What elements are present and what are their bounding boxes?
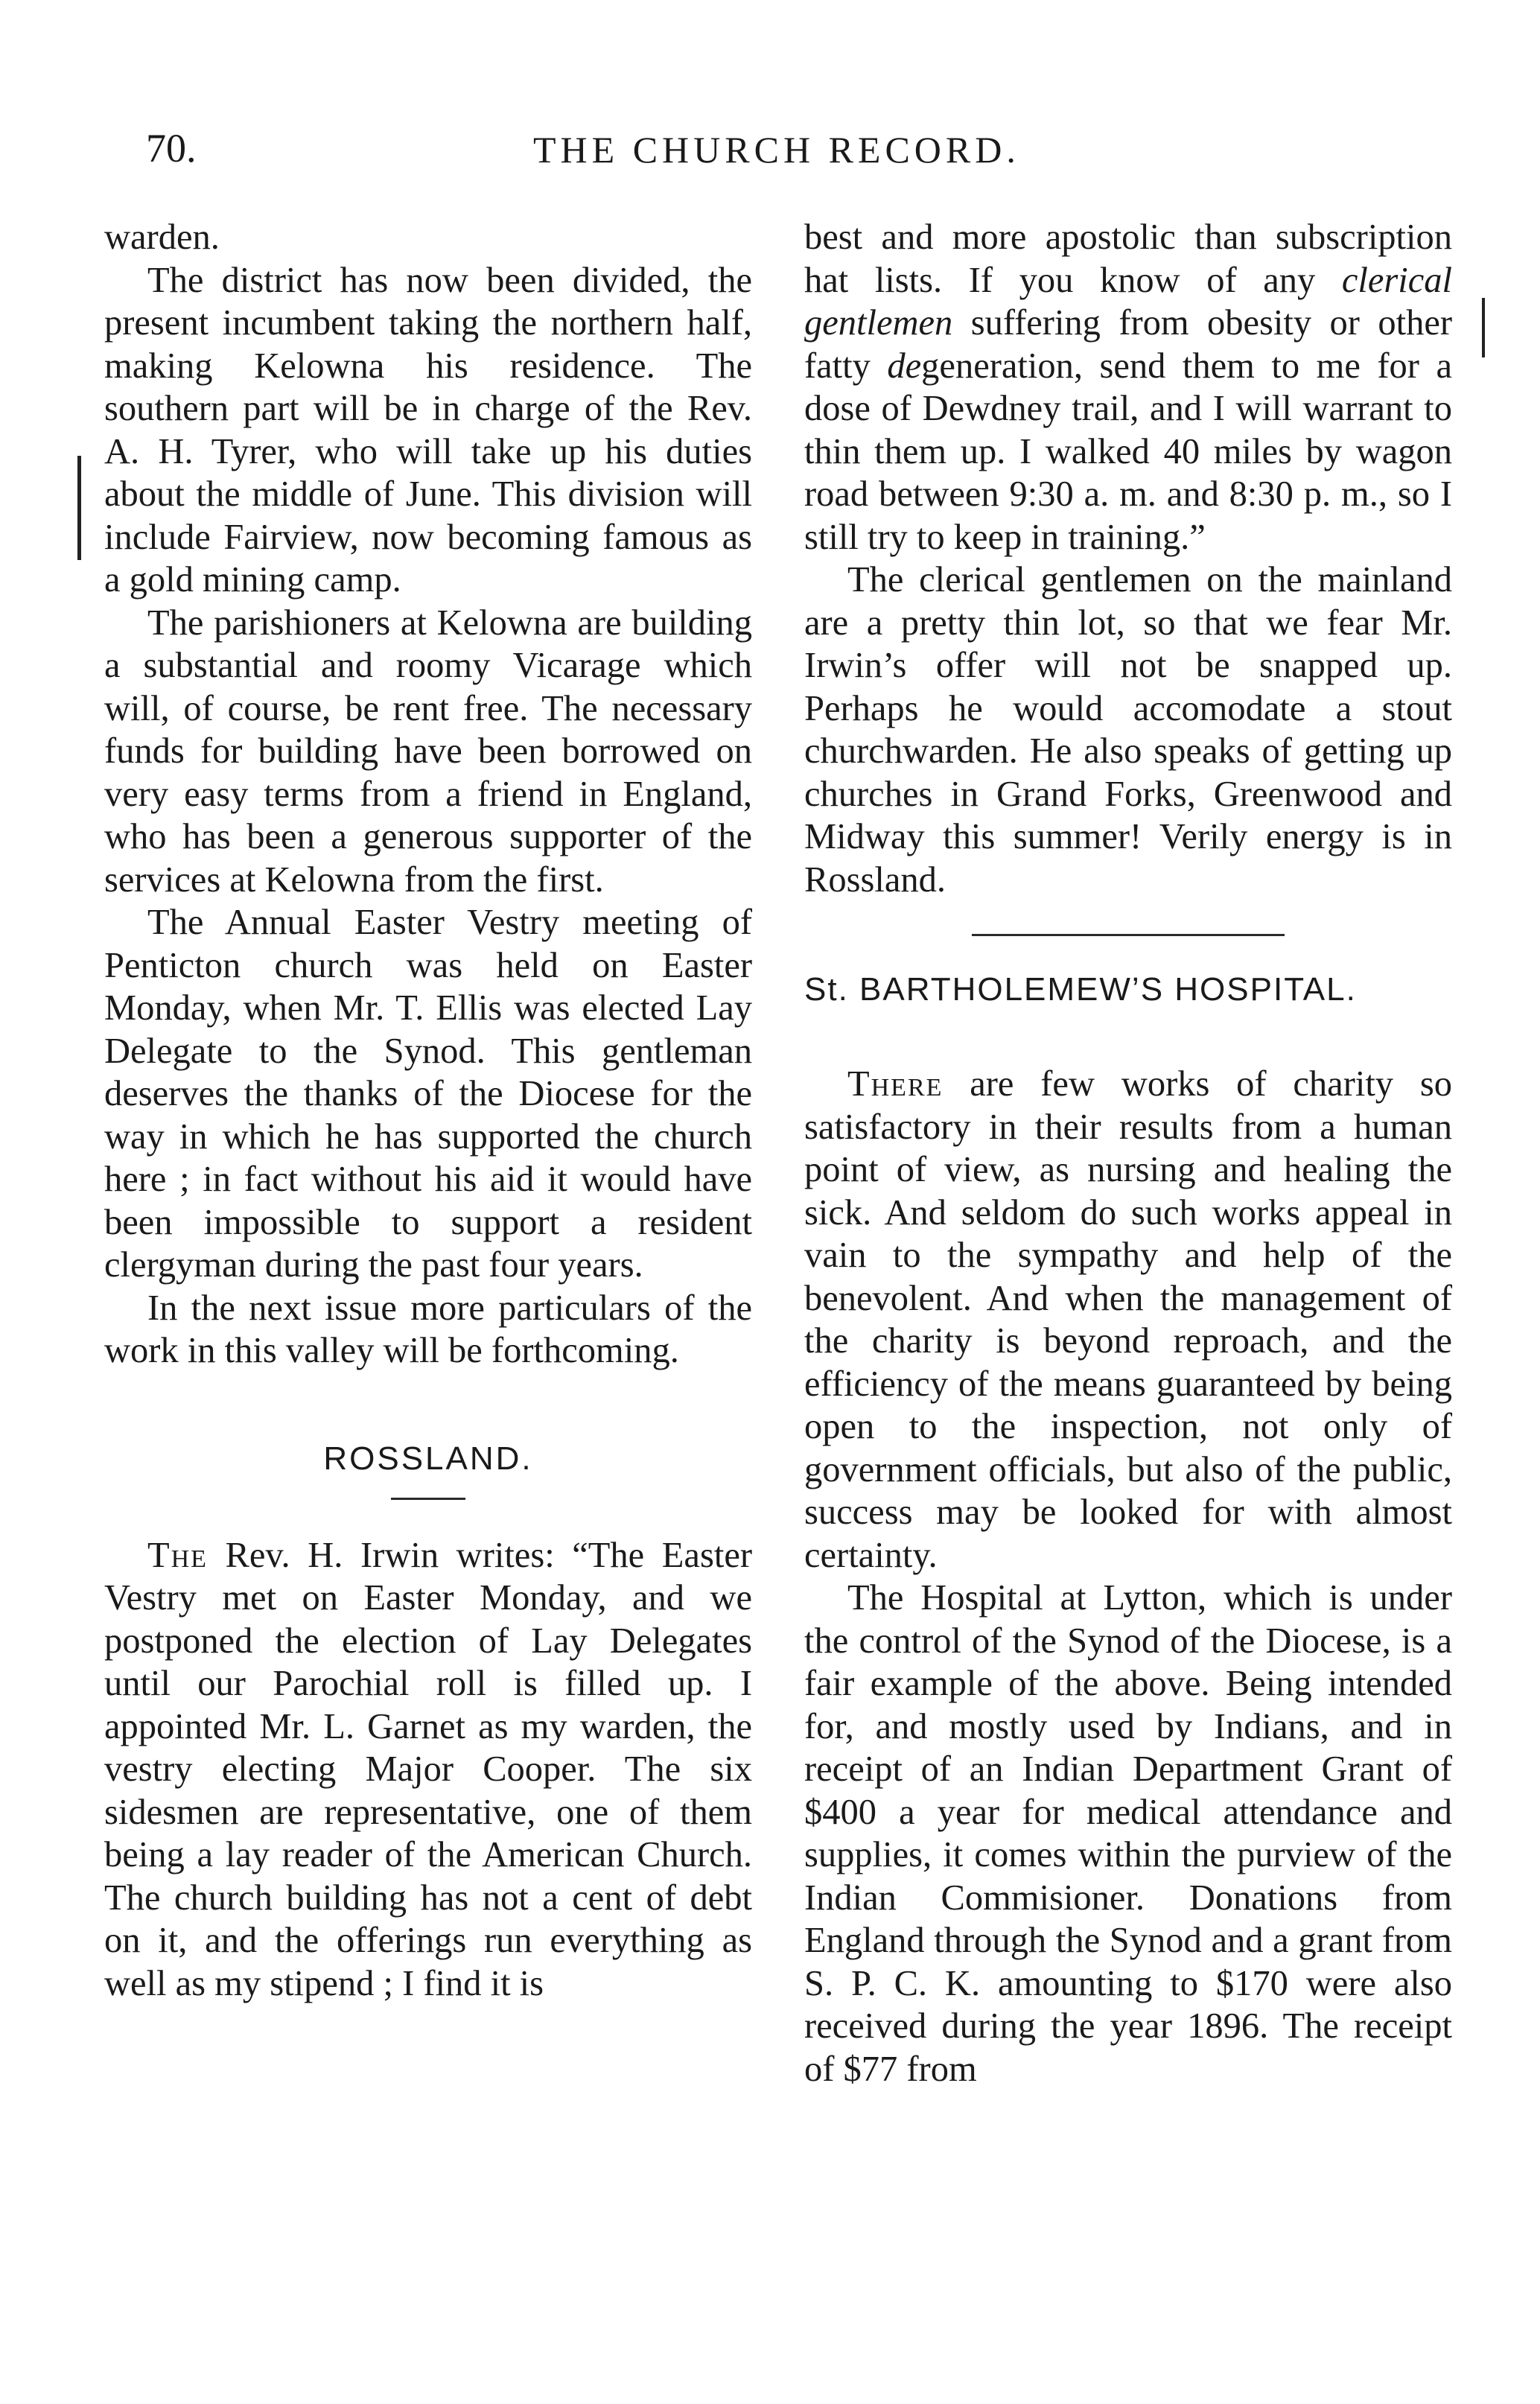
hospital-charity-text: are few works of charity so satisfactory in their results from a human point of view, as nursing and healing the sick. And seldom do such works appeal in vain to the sympathy and help of the benevolent. And when the management of the charity is beyond reproach, and the efficiency of the means guaranteed by being open to the inspection, not only of government officials, but also of the public, success may be looked for with almost certainty.	[804, 1064, 1452, 1575]
rossland-heading: ROSSLAND.	[323, 1440, 533, 1477]
paragraph-letter-continuation	[804, 216, 1452, 559]
letter-italic-prefix: de	[887, 346, 922, 386]
paragraph-next-issue: In the next issue more particulars of the work in this valley will be forthcoming.	[104, 1288, 752, 1370]
paragraph-hospital-lytton: The Hospital at Lytton, which is under the control of the Synod of the Diocese, is a fair example of the above. Being intended for, and mostly used by Indians, and in receipt of an Indian Department Grant of $400 a year for medical attendance and supplies, it comes within the purview of the Indian Commisioner. Donations from England through the Synod and a grant from S. P. C. K. amounting to $170 were also received during the year 1896. The receipt of $77 from	[804, 1578, 1452, 2089]
lead-word: There	[847, 1064, 944, 1104]
running-title: THE CHURCH RECORD.	[533, 129, 1020, 171]
paragraph-continuation: warden.	[104, 217, 220, 257]
paragraph-kelowna-vicarage: The parishioners at Kelowna are building a substantial and roomy Vicarage which will, of course, be rent free. The necessary funds for building have been borrowed on very easy terms from a friend in England, who has been a generous supporter of the services at Kelowna from the first.	[104, 602, 752, 900]
paragraph-penticton-vestry: The Annual Easter Vestry meeting of Penticton church was held on Easter Monday, when Mr. T. Ellis was elected Lay Delegate to the Synod. This gentleman deserves the thanks of the Diocese for the way in which he has supported the church here ; in fact without his aid it would have been impossible to support a resident clergyman during the past four years.	[104, 903, 752, 1285]
paragraph-rossland-letter	[104, 1534, 752, 2006]
margin-mark	[1482, 298, 1485, 357]
letter-italic-phrase: clerical gentlemen	[804, 260, 1452, 343]
left-column	[104, 216, 752, 2005]
page-number: 70.	[146, 126, 197, 171]
hospital-heading: St. BARTHOLEMEW’S HOSPITAL.	[804, 971, 1357, 1008]
section-divider	[391, 1498, 465, 1500]
margin-mark	[77, 456, 81, 560]
letter-text-b: suffering from obesity or other fatty	[804, 303, 1452, 386]
paragraph-clerical-gentlemen: The clerical gentlemen on the mainland are a pretty thin lot, so that we fear Mr. Irwin’s offer will not be snapped up. Perhaps he would accomodate a stout churchwarden. He also speaks of getting up churches in Grand Forks, Greenwood and Midway this summer! Verily energy is in Rossland.	[804, 560, 1452, 900]
page-header	[146, 125, 1427, 177]
paragraph-hospital-charity	[804, 1063, 1452, 1577]
section-divider	[972, 934, 1285, 936]
lead-word: The	[147, 1535, 208, 1575]
letter-text-a: best and more apostolic than subscription hat lists. If you know of any	[804, 217, 1452, 300]
paragraph-district-divided: The district has now been divided, the present incumbent taking the northern half, making Kelowna his residence. The southern part will be in charge of the Rev. A. H. Tyrer, who will take up his duties about the middle of June. This division will include Fairview, now becoming famous as a gold mining camp.	[104, 260, 752, 600]
rossland-letter-text: Rev. H. Irwin writes: “The Easter Vestry met on Easter Monday, and we postponed the election of Lay Delegates until our Parochial roll is filled up. I appointed Mr. L. Garnet as my warden, the vestry electing Major Cooper. The six sidesmen are representative, one of them being a lay reader of the American Church. The church building has not a cent of debt on it, and the offerings run everything as well as my stipend ; I find it is	[104, 1535, 752, 2003]
right-column	[804, 216, 1452, 2090]
letter-text-c: generation, send them to me for a dose of Dewdney trail, and I will warrant to thin them up. I walked 40 miles by wagon road between 9:30 a. m. and 8:30 p. m., so I still try to keep in training.”	[804, 346, 1452, 557]
